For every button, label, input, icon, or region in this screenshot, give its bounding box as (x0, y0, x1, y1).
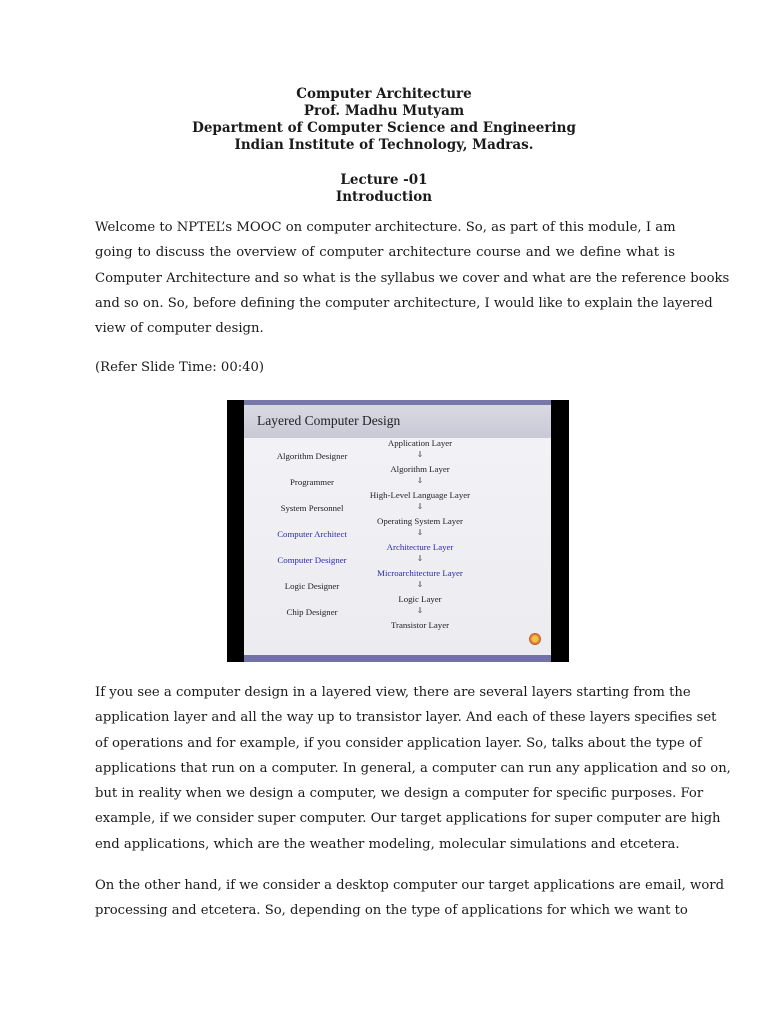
department-name: Department of Computer Science and Engineering (192, 120, 576, 136)
role-chip-designer: Chip Designer (286, 607, 338, 617)
slide-accent-bar (244, 400, 551, 405)
paragraph-line: processing and etcetera. So, depending on the type of applications for which we want to (95, 903, 688, 919)
slide-content (244, 400, 551, 662)
lecture-number: Lecture -01 (340, 172, 428, 188)
down-arrow-icon: ⇓ (416, 606, 424, 615)
paragraph-line: On the other hand, if we consider a desktop computer our target applications are email, word (95, 878, 725, 893)
layer-microarchitecture: Microarchitecture Layer (377, 568, 463, 578)
down-arrow-icon: ⇓ (416, 476, 424, 485)
institute-name: Indian Institute of Technology, Madras. (234, 137, 534, 153)
course-title: Computer Architecture (296, 86, 472, 102)
down-arrow-icon: ⇓ (416, 554, 424, 563)
layer-transistor: Transistor Layer (390, 620, 450, 630)
professor-name: Prof. Madhu Mutyam (303, 103, 465, 119)
paragraph-line: of operations and for example, if you consider application layer. So, talks about the type of (95, 735, 702, 751)
role-computer-architect: Computer Architect (277, 529, 347, 539)
paragraph-line: Welcome to NPTEL’s MOOC on computer architecture. So, as part of this module, I am (95, 220, 676, 235)
role-algorithm-designer: Algorithm Designer (276, 451, 348, 461)
role-logic-designer: Logic Designer (284, 581, 340, 591)
down-arrow-icon: ⇓ (416, 450, 424, 459)
paragraph-line: end applications, which are the weather modeling, molecular simulations and etcetera. (95, 836, 680, 852)
paragraph-intro (95, 215, 730, 341)
slide-title-bar (244, 400, 551, 438)
layer-algorithm: Algorithm Layer (390, 464, 450, 474)
paragraph-line: applications that run on a computer. In general, a computer can run any application and so on, (95, 760, 731, 776)
document-header (0, 86, 768, 154)
layer-high-level-language: High-Level Language Layer (369, 490, 471, 500)
lecture-heading (0, 172, 768, 206)
paragraph-line: but in reality when we design a computer, we design a computer for specific purposes. For (95, 786, 704, 802)
nptel-logo (529, 633, 541, 645)
refer-slide-time: (Refer Slide Time: 00:40) (95, 360, 265, 375)
paragraph-desktop (95, 873, 725, 924)
role-computer-designer: Computer Designer (277, 555, 347, 565)
slide-footer-bar (244, 655, 551, 662)
paragraph-layered-view (95, 680, 731, 857)
paragraph-line: example, if we consider super computer. Our target applications for super computer are high (95, 811, 721, 827)
layer-logic: Logic Layer (398, 594, 442, 604)
role-system-personnel: System Personnel (280, 503, 344, 513)
paragraph-line: Computer Architecture and so what is the syllabus we cover and what are the reference books (95, 270, 730, 286)
lecture-title: Introduction (335, 189, 433, 205)
paragraph-line: and so on. So, before defining the computer architecture, I would like to explain the layered (95, 295, 713, 311)
down-arrow-icon: ⇓ (416, 580, 424, 589)
paragraph-line: going to discuss the overview of computer architecture course and we define what is (95, 245, 675, 261)
layer-architecture: Architecture Layer (386, 542, 454, 552)
slide-title: Layered Computer Design (257, 413, 401, 428)
layer-application: Application Layer (387, 438, 453, 448)
down-arrow-icon: ⇓ (416, 528, 424, 537)
layer-operating-system: Operating System Layer (377, 516, 463, 526)
paragraph-line: If you see a computer design in a layered view, there are several layers starting from the (95, 685, 691, 700)
down-arrow-icon: ⇓ (416, 502, 424, 511)
paragraph-line: application layer and all the way up to transistor layer. And each of these layers specifies set (95, 710, 717, 726)
role-programmer: Programmer (290, 477, 334, 487)
slide-image (227, 400, 569, 662)
paragraph-line: view of computer design. (95, 321, 264, 337)
